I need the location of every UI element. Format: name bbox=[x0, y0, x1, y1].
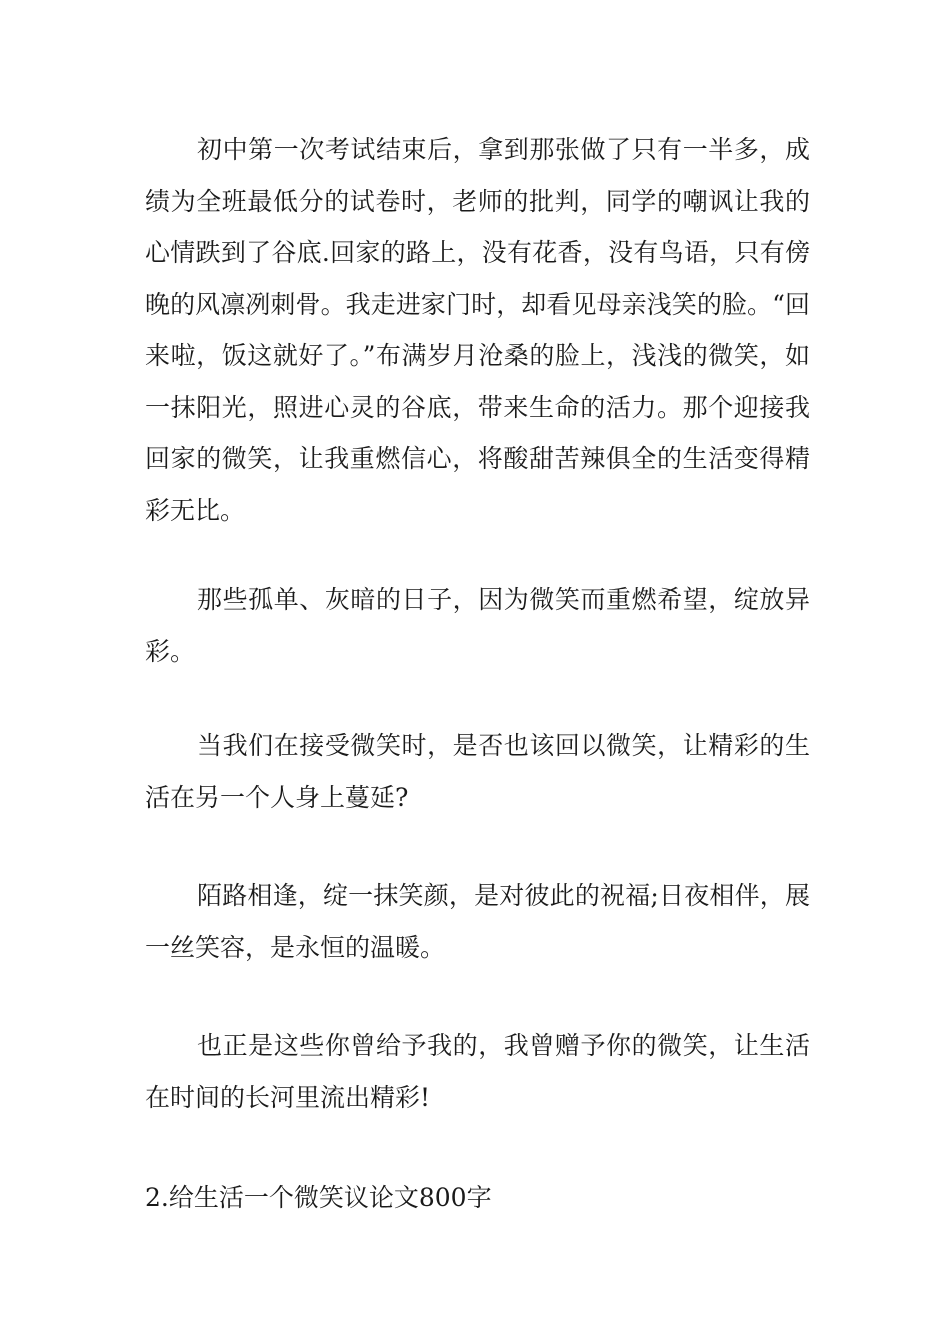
paragraph-return-smile: 当我们在接受微笑时，是否也该回以微笑，让精彩的生活在另一个人身上蔓延? bbox=[145, 731, 810, 812]
paragraph-first-exam: 初中第一次考试结束后，拿到那张做了只有一半多，成绩为全班最低分的试卷时，老师的批判，同学的嘲讽让我的心情跌到了谷底.回家的路上，没有花香，没有鸟语，只有傍晚的风凛冽刺骨。我走进家门时，却看见母亲浅笑的脸。“回来啦，饭这就好了。”布满岁月沧桑的脸上，浅浅的微笑，如一抹阳光，照进心灵的谷底，带来生命的活力。那个迎接我回家的微笑，让我重燃信心，将酸甜苦辣俱全的生活变得精彩无比。 bbox=[145, 135, 810, 525]
paragraph-lonely-days: 那些孤单、灰暗的日子，因为微笑而重燃希望，绽放异彩。 bbox=[145, 585, 810, 666]
section-heading: 2.给生活一个微笑议论文800字 bbox=[145, 1183, 492, 1212]
paragraph-strangers-meet: 陌路相逢，绽一抹笑颜，是对彼此的祝福;日夜相伴，展一丝笑容，是永恒的温暖。 bbox=[145, 881, 810, 962]
paragraph-river-of-time: 也正是这些你曾给予我的，我曾赠予你的微笑，让生活在时间的长河里流出精彩! bbox=[145, 1031, 810, 1112]
